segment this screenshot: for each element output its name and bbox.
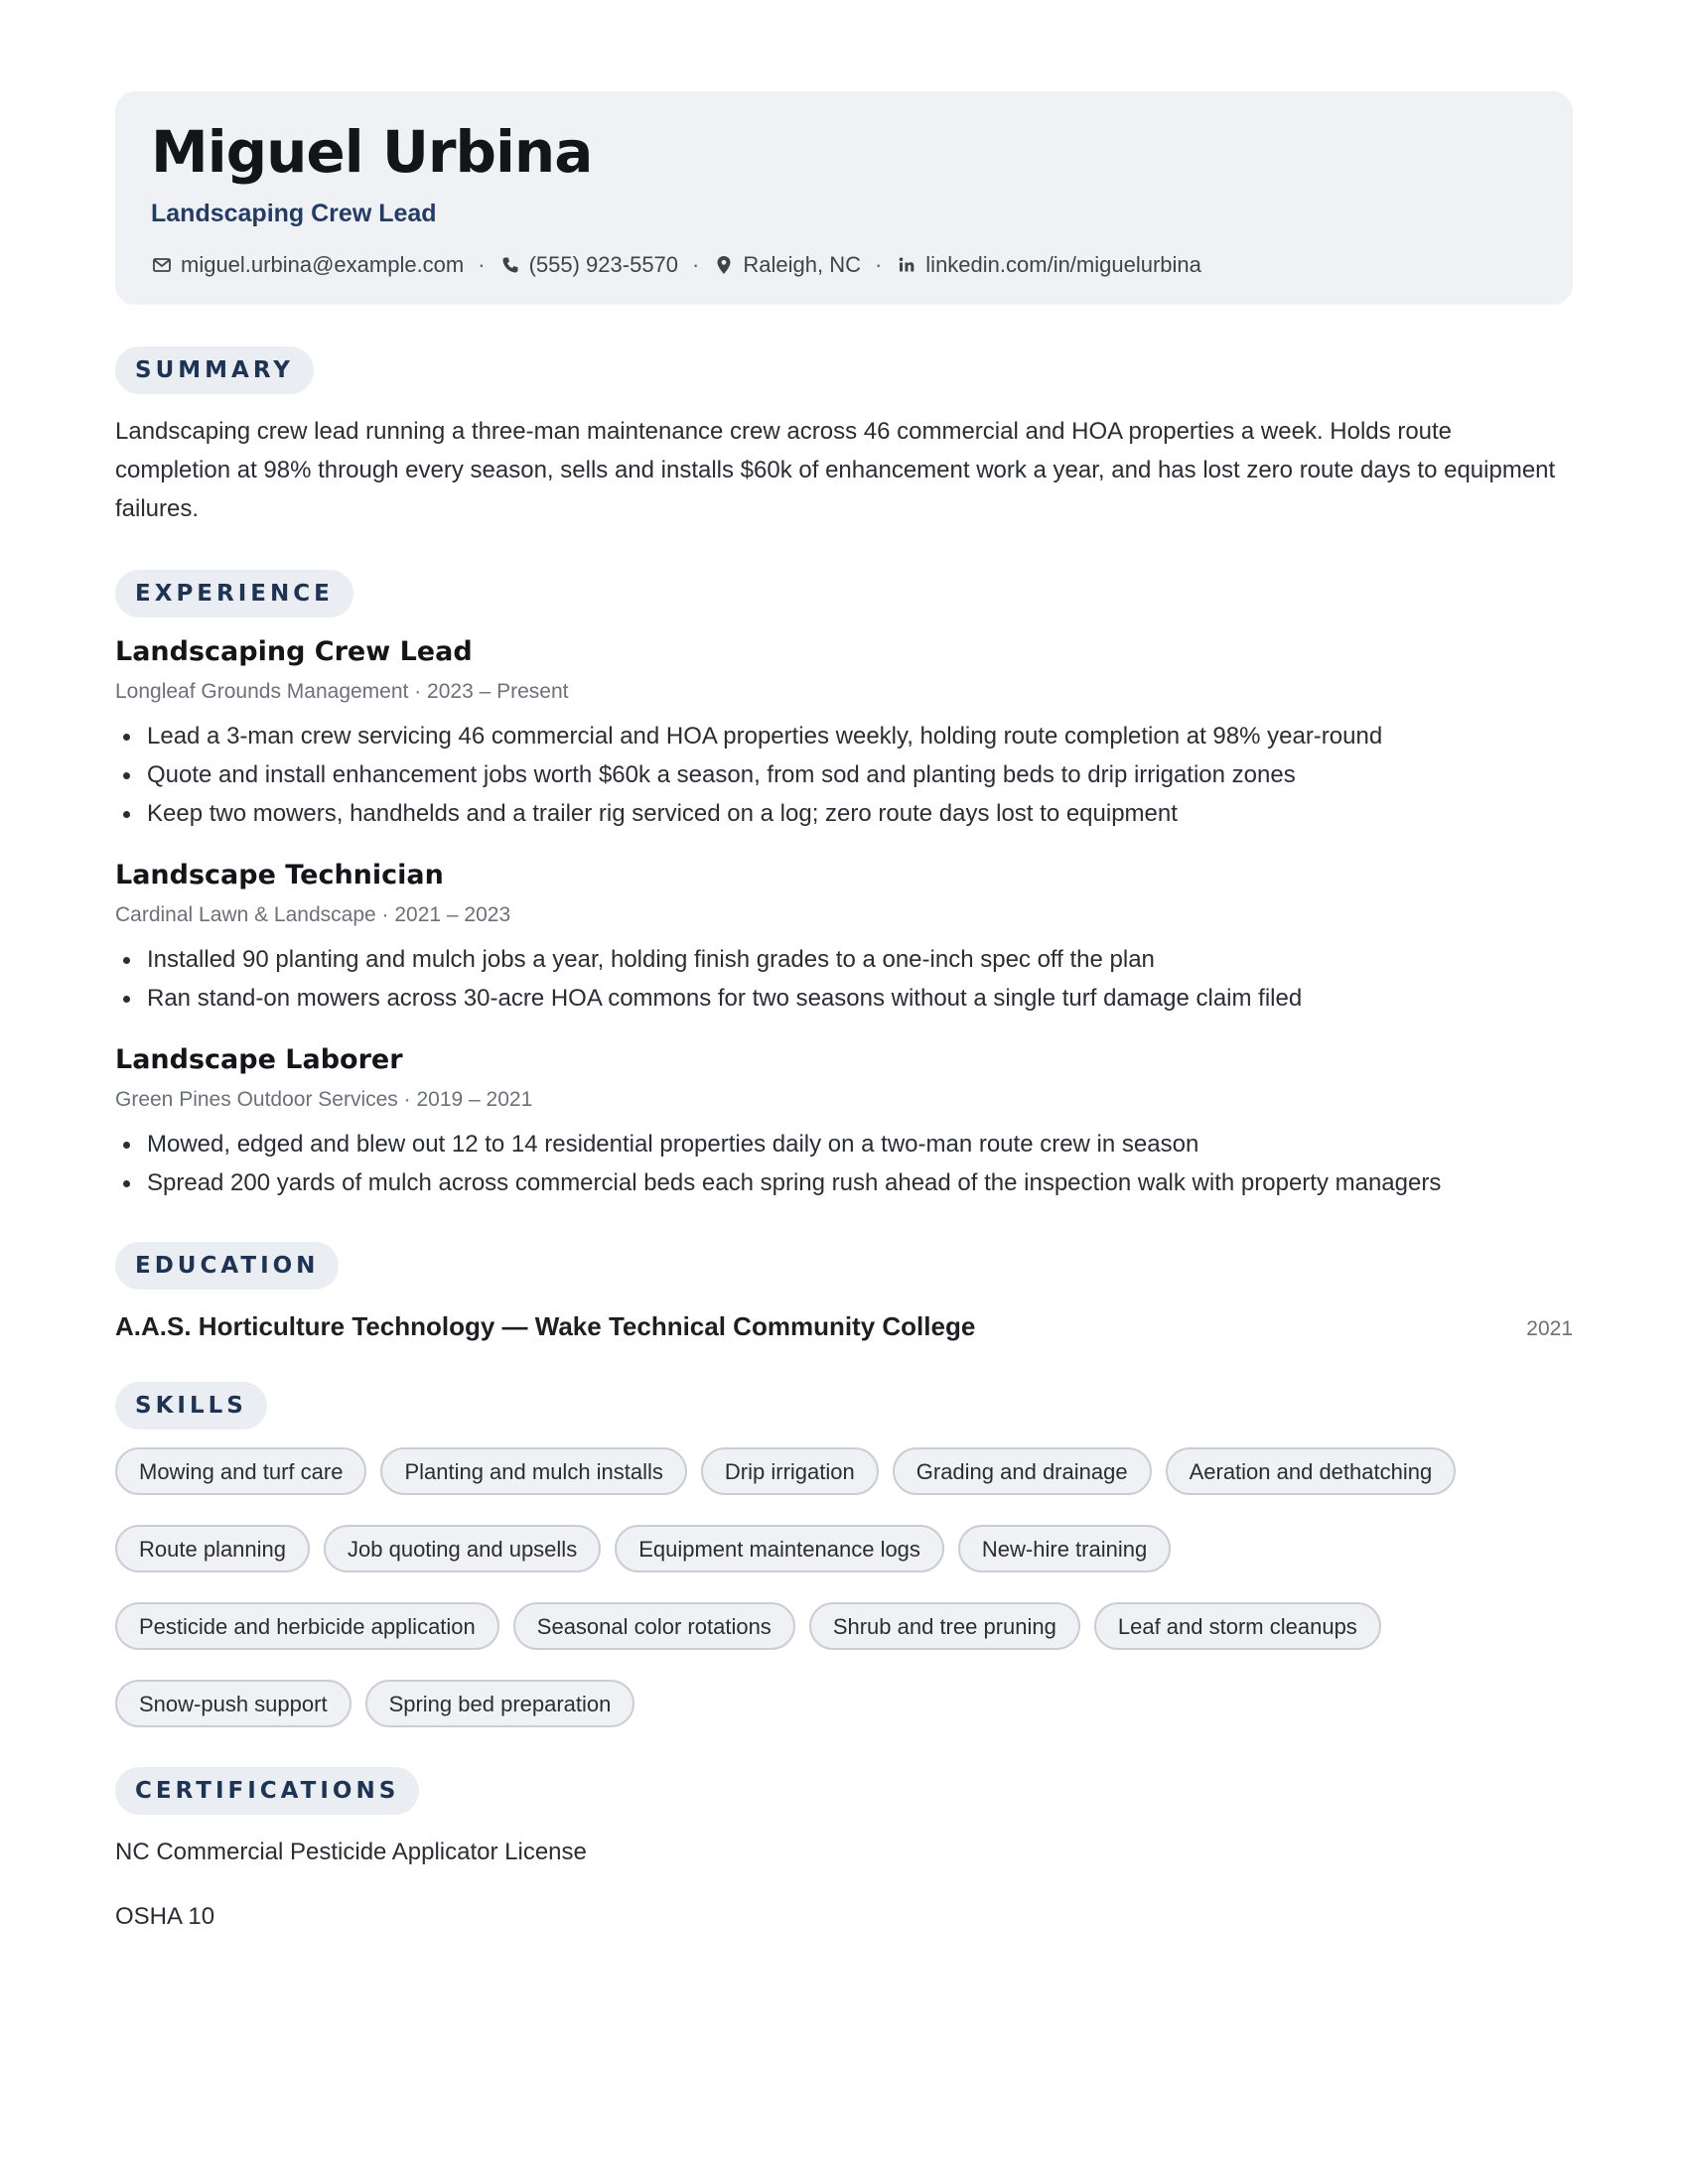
contact-location [713,250,861,280]
summary-heading: SUMMARY [115,346,314,394]
skills-list [115,1447,1573,1757]
certifications-section [115,1767,1573,1933]
job-entry [115,635,1573,833]
summary-text: Landscaping crew lead running a three-man maintenance crew across 46 commercial and HOA properties a week. Holds route completion at 98% through every season, sells and installs $60k of enhancement work a year, and has lost zero route days to equipment failures. [115,418,1556,522]
certifications-heading: CERTIFICATIONS [115,1767,419,1815]
skill-chip: Shrub and tree pruning [809,1602,1080,1650]
education-section [115,1242,1573,1342]
job-bullets [115,717,1573,833]
job-bullet: Keep two mowers, handhelds and a trailer rig serviced on a log; zero route days lost to equipment [115,794,1573,833]
contact-linkedin[interactable] [896,250,1201,280]
job-bullet: Lead a 3-man crew servicing 46 commercial and HOA properties weekly, holding route completion at 98% year-round [115,717,1573,755]
contact-linkedin-text: linkedin.com/in/miguelurbina [925,252,1201,277]
skill-chip: Aeration and dethatching [1166,1447,1457,1495]
job-role: Landscaping Crew Lead [115,636,473,667]
phone-icon [499,254,521,276]
education-heading: EDUCATION [115,1242,339,1290]
experience-section [115,570,1573,1202]
job-bullet: Ran stand-on mowers across 30-acre HOA commons for two seasons without a single turf damage claim filed [115,979,1573,1018]
skills-section [115,1382,1573,1757]
certification-item: NC Commercial Pesticide Applicator License [115,1839,587,1865]
skill-chip: Route planning [115,1525,310,1572]
job-meta: Cardinal Lawn & Landscape · 2021 – 2023 [115,903,511,926]
job-bullet: Installed 90 planting and mulch jobs a year, holding finish grades to a one-inch spec off the plan [115,940,1573,979]
candidate-title: Landscaping Crew Lead [151,200,437,227]
skill-chip: Pesticide and herbicide application [115,1602,499,1650]
job-bullets [115,1125,1573,1202]
skills-heading: SKILLS [115,1382,267,1430]
contact-phone[interactable] [499,250,678,280]
location-pin-icon [713,254,735,276]
skill-chip: Mowing and turf care [115,1447,366,1495]
contact-location-text: Raleigh, NC [743,252,861,277]
job-meta: Longleaf Grounds Management · 2023 – Present [115,680,569,703]
contact-separator: · [478,252,486,277]
skill-chip: New-hire training [958,1525,1171,1572]
skill-chip: Planting and mulch installs [380,1447,686,1495]
contact-separator: · [874,252,883,277]
mail-icon [151,254,173,276]
contact-email[interactable] [151,250,464,280]
experience-heading: EXPERIENCE [115,570,353,617]
job-role: Landscape Laborer [115,1044,403,1075]
skill-chip: Seasonal color rotations [513,1602,795,1650]
skill-chip: Snow-push support [115,1680,352,1727]
skill-chip: Leaf and storm cleanups [1094,1602,1381,1650]
job-entry [115,1043,1573,1202]
job-bullet: Quote and install enhancement jobs worth $60k a season, from sod and planting beds to drip irrigation zones [115,755,1573,794]
skill-chip: Drip irrigation [701,1447,879,1495]
summary-section [115,346,1573,528]
job-bullet: Mowed, edged and blew out 12 to 14 residential properties daily on a two-man route crew in season [115,1125,1573,1163]
job-role: Landscape Technician [115,860,444,890]
candidate-name: Miguel Urbina [151,118,593,186]
education-entry [115,1311,1573,1342]
certification-item: OSHA 10 [115,1903,215,1930]
contact-phone-text: (555) 923-5570 [528,252,679,277]
job-bullet: Spread 200 yards of mulch across commercial beds each spring rush ahead of the inspection walk with property managers [115,1163,1573,1202]
resume-page [115,91,1573,1933]
header-card [115,91,1573,305]
job-bullets [115,940,1573,1018]
skill-chip: Grading and drainage [893,1447,1152,1495]
contact-email-text: miguel.urbina@example.com [181,252,465,277]
education-degree: A.A.S. Horticulture Technology — Wake Technical Community College [115,1311,976,1341]
job-entry [115,859,1573,1018]
skill-chip: Equipment maintenance logs [615,1525,944,1572]
skill-chip: Job quoting and upsells [324,1525,601,1572]
contact-separator: · [692,252,700,277]
contact-row [151,250,1537,280]
job-meta: Green Pines Outdoor Services · 2019 – 2021 [115,1088,533,1111]
linkedin-icon [896,254,917,276]
education-year: 2021 [1526,1317,1573,1340]
skill-chip: Spring bed preparation [365,1680,635,1727]
